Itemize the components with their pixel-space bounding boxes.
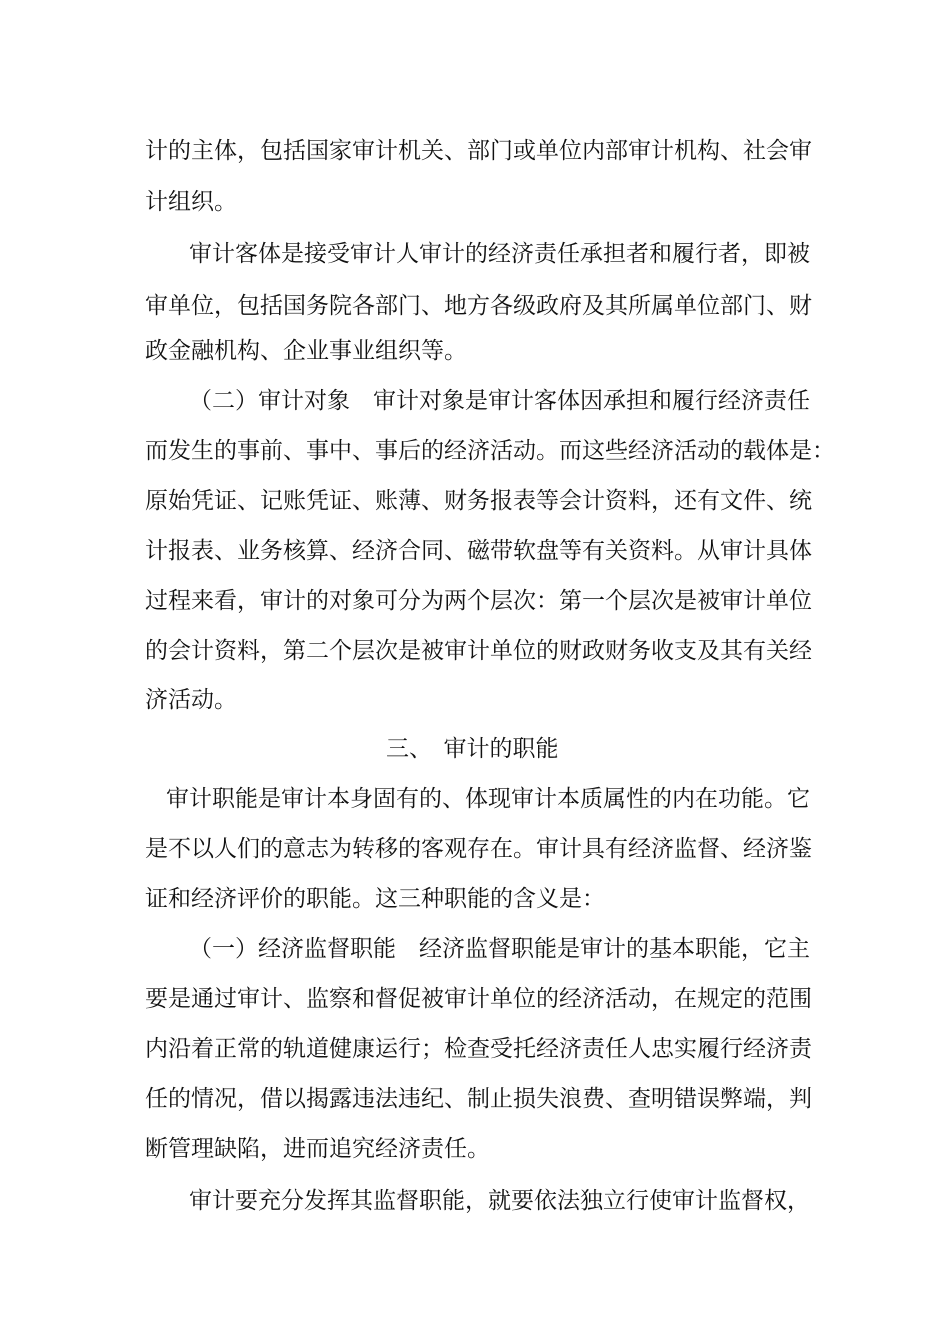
text-line: 证和经济评价的职能。这三种职能的含义是： xyxy=(145,886,605,912)
text-line: 计的主体，包括国家审计机关、部门或单位内部审计机构、社会审 xyxy=(145,138,812,164)
text-line: （二）审计对象 审计对象是审计客体因承担和履行经济责任 xyxy=(189,388,810,414)
text-line: 内沿着正常的轨道健康运行；检查受托经济责任人忠实履行经济责 xyxy=(145,1036,812,1062)
text-line: （一）经济监督职能 经济监督职能是审计的基本职能，它主 xyxy=(189,936,810,962)
text-line: 政金融机构、企业事业组织等。 xyxy=(145,338,467,364)
text-line: 任的情况，借以揭露违法违纪、制止损失浪费、查明错误弊端，判 xyxy=(145,1086,812,1112)
text-line: 的会计资料，第二个层次是被审计单位的财政财务收支及其有关经 xyxy=(145,638,812,664)
text-line: 审单位，包括国务院各部门、地方各级政府及其所属单位部门、财 xyxy=(145,293,812,319)
section-heading: 三、 审计的职能 xyxy=(386,736,559,762)
text-line: 济活动。 xyxy=(145,687,237,713)
text-line: 是不以人们的意志为转移的客观存在。审计具有经济监督、经济鉴 xyxy=(145,836,812,862)
text-line: 计报表、业务核算、经济合同、磁带软盘等有关资料。从审计具体 xyxy=(145,538,812,564)
text-line: 审计客体是接受审计人审计的经济责任承担者和履行者，即被 xyxy=(189,241,810,267)
text-line: 原始凭证、记账凭证、账薄、财务报表等会计资料，还有文件、统 xyxy=(145,488,812,514)
text-line: 断管理缺陷，进而追究经济责任。 xyxy=(145,1136,490,1162)
text-line: 计组织。 xyxy=(145,189,237,215)
text-line: 要是通过审计、监察和督促被审计单位的经济活动，在规定的范围 xyxy=(145,986,812,1012)
text-line: 过程来看，审计的对象可分为两个层次：第一个层次是被审计单位 xyxy=(145,588,812,614)
text-line: 审计职能是审计本身固有的、体现审计本质属性的内在功能。它 xyxy=(166,786,810,812)
text-line: 而发生的事前、事中、事后的经济活动。而这些经济活动的载体是： xyxy=(145,438,835,464)
text-line: 审计要充分发挥其监督职能，就要依法独立行使审计监督权， xyxy=(189,1188,810,1214)
